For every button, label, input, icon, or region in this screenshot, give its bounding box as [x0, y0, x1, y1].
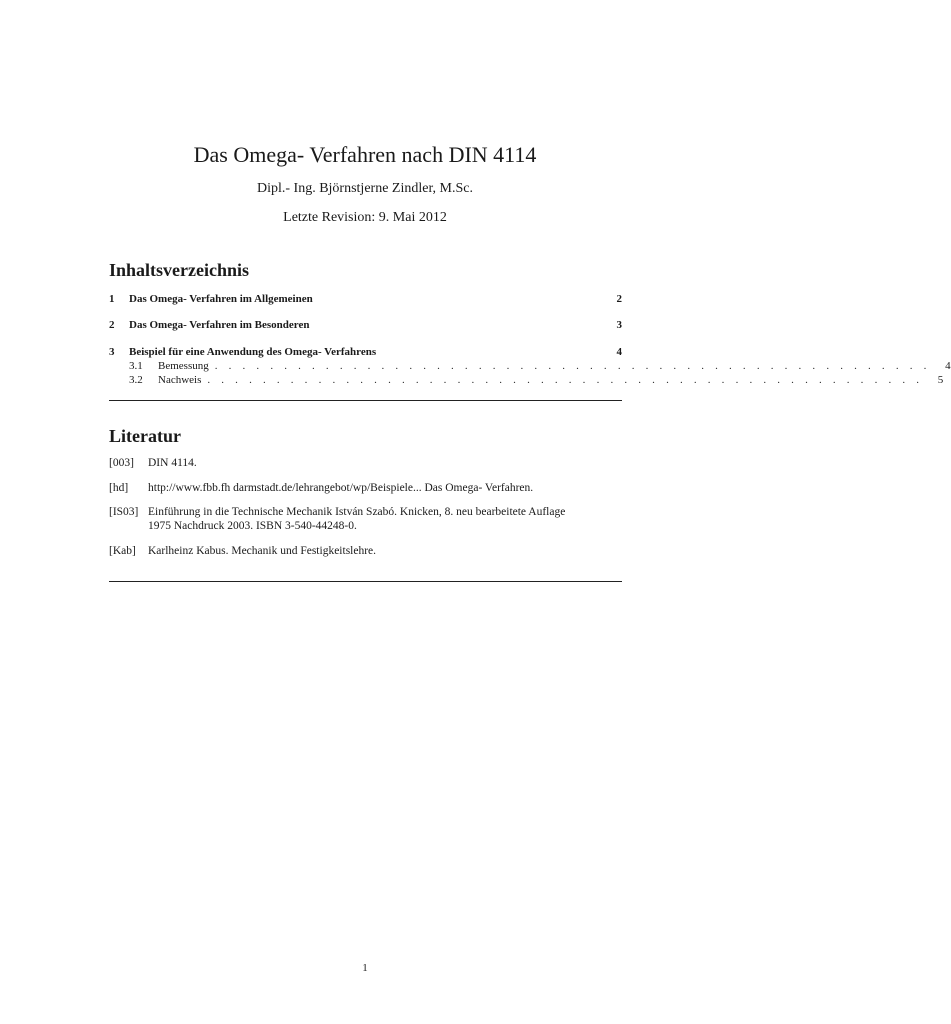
toc-heading: Inhaltsverzeichnis — [109, 260, 250, 280]
bib-text-line-1: Einführung in die Technische Mechanik István Szabó. Knicken, 8. neu bearbeitete Auflage — [148, 506, 566, 518]
toc-subentry-3-2[interactable] — [129, 373, 944, 387]
toc-divider — [109, 400, 622, 401]
page-number: 1 — [362, 962, 368, 974]
toc-entry-page: 2 — [616, 293, 622, 305]
toc-entry-page: 4 — [616, 346, 622, 358]
toc-subentry-number: 3.1 — [129, 360, 143, 372]
toc-entry-label: Das Omega- Verfahren im Besonderen — [129, 319, 310, 331]
bib-text-line-2: 1975 Nachdruck 2003. ISBN 3-540-44248-0. — [148, 520, 357, 532]
literature-heading: Literatur — [109, 426, 181, 446]
toc-dot-leader: . . . . . . . . . . . . . . . . . . . . . . . . . . . . . . . . . . . . . . . . . . . . . . . . . . . . — [214, 360, 931, 372]
document-author: Dipl.- Ing. Björnstjerne Zindler, M.Sc. — [256, 181, 473, 196]
bib-key: [hd] — [109, 482, 129, 494]
toc-subentry-page: 5 — [937, 374, 944, 386]
toc-dot-leader: . . . . . . . . . . . . . . . . . . . . . . . . . . . . . . . . . . . . . . . . . . . . . . . . . . . . — [207, 374, 924, 386]
bib-text: DIN 4114. — [148, 457, 197, 469]
toc-entry-label: Beispiel für eine Anwendung des Omega- Verfahrens — [129, 346, 377, 358]
bib-key: [IS03] — [109, 506, 139, 518]
toc-subentry-3-1[interactable] — [129, 359, 951, 373]
toc-entry-page: 3 — [616, 319, 622, 331]
document-title: Das Omega- Verfahren nach DIN 4114 — [193, 142, 537, 167]
literature-divider — [109, 581, 622, 582]
toc-subentry-label: Nachweis — [158, 374, 202, 386]
bib-text: Karlheinz Kabus. Mechanik und Festigkeitslehre. — [148, 545, 377, 557]
toc-entry-label: Das Omega- Verfahren im Allgemeinen — [129, 293, 313, 305]
toc-entry-number: 3 — [109, 346, 115, 358]
bib-key: [003] — [109, 457, 134, 469]
document-revision-date: Letzte Revision: 9. Mai 2012 — [283, 210, 447, 225]
toc-entry-number: 1 — [109, 293, 115, 305]
bib-key: [Kab] — [109, 545, 136, 557]
toc-entry-number: 2 — [109, 319, 115, 331]
toc-subentry-label: Bemessung — [158, 360, 209, 372]
toc-subentry-number: 3.2 — [129, 374, 143, 386]
bib-url-text[interactable]: http://www.fbb.fh darmstadt.de/lehrangebot/wp/Beispiele... Das Omega- Verfahren. — [148, 482, 534, 494]
toc-subentry-page: 4 — [945, 360, 951, 372]
